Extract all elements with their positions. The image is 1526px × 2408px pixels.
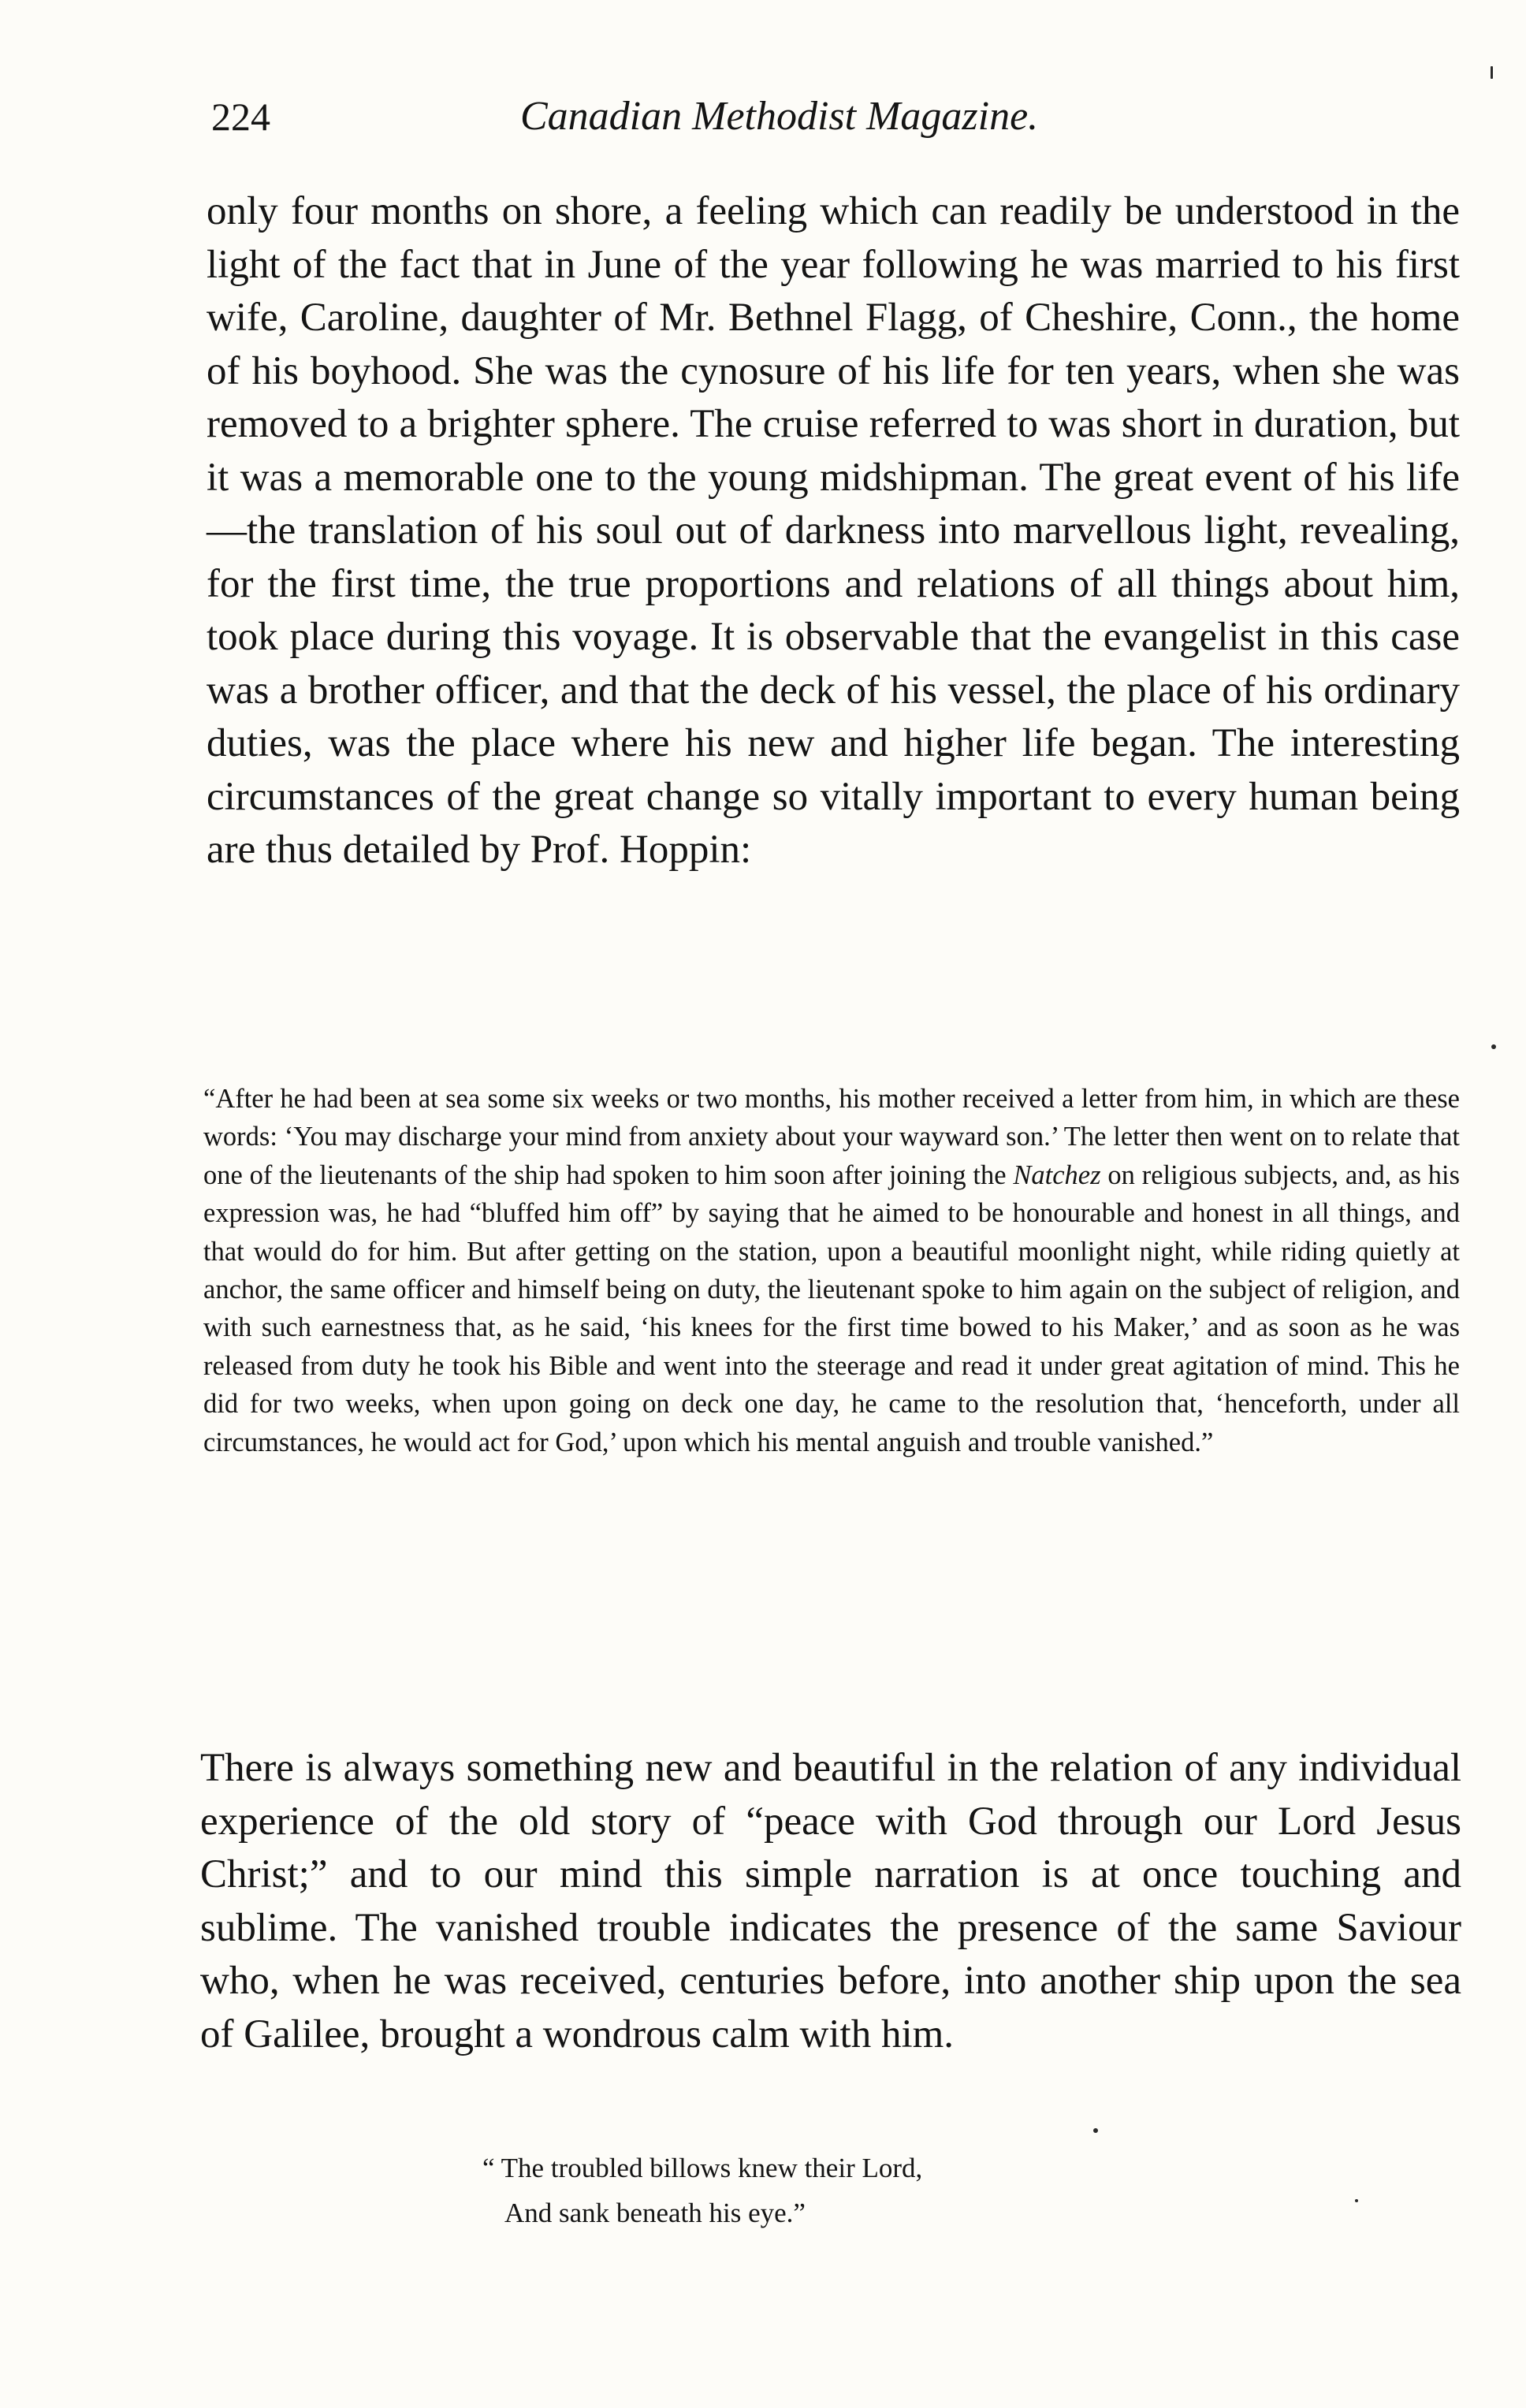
verse-line-2: And sank beneath his eye.”: [504, 2198, 806, 2228]
running-head: [211, 85, 1455, 148]
block-quote-text-start: “After he had been at sea some six weeks or two months, his mother received a letter from him, in which are these words: ‘You may discharge your mind from anxiety about your wayward son.’ The letter then went on to relate that one of the lieutenants of the ship had spoken to him soon after joining the: [203, 1084, 1460, 1190]
body-paragraph-2: There is always something new and beautiful in the relation of any individual experience of the old story of “peace with God through our Lord Jesus Christ;” and to our mind this simple narration is at once touching and sublime. The vanished trouble indicates the presence of the same Saviour who, when he was received, centuries before, into another ship upon the sea of Galilee, brought a wondrous calm with him.: [200, 1746, 1461, 2056]
ship-name: Natchez: [1013, 1159, 1101, 1190]
print-speck: [1491, 66, 1493, 79]
block-quote-text-end: on religious subjects, and, as his expression was, he had “bluffed him off” by saying that he aimed to be honourable and honest in all things, and that would do for him. But after getting on the station, upon a beautiful moonlight night, while riding quietly at anchor, the same officer and himself being on duty, the lieutenant spoke to him again on the subject of religion, and with such earnestness that, as he said, ‘his knees for the first time bowed to his Maker,’ and as soon as he was released from duty he took his Bible and went into the steerage and read it under great agitation of mind. This he did for two weeks, when upon going on deck one day, he came to the resolution that, ‘henceforth, under all circumstances, he would act for God,’ upon which his mental anguish and trouble vanished.”: [203, 1159, 1460, 1457]
verse-quotation: [482, 2146, 1192, 2264]
block-quote: [203, 1080, 1460, 1726]
running-title: Canadian Methodist Magazine.: [520, 94, 1039, 139]
print-speck: [1093, 2128, 1098, 2133]
print-speck: [1355, 2199, 1358, 2202]
page-number: 224: [211, 95, 270, 139]
verse-line-1: “ The troubled billows knew their Lord,: [482, 2153, 923, 2183]
body-paragraph-1: only four months on shore, a feeling which can readily be understood in the light of the fact that in June of the year following he was married to his first wife, Caroline, daughter of Mr. Bethnel Flagg, of Cheshire, Conn., the home of his boyhood. She was the cynosure of his life for ten years, when she was removed to a brighter sphere. The cruise referred to was short in duration, but it was a memorable one to the young midshipman. The great event of his life—the translation of his soul out of darkness into marvellous light, revealing, for the first time, the true proportions and relations of all things about him, took place during this voyage. It is observable that the evangelist in this case was a brother officer, and that the deck of his vessel, the place of his ordinary duties, was the place where his new and higher life began. The interesting circumstances of the great change so vitally important to every human being are thus detailed by Prof. Hoppin:: [207, 189, 1460, 872]
print-speck: [1491, 1044, 1496, 1049]
